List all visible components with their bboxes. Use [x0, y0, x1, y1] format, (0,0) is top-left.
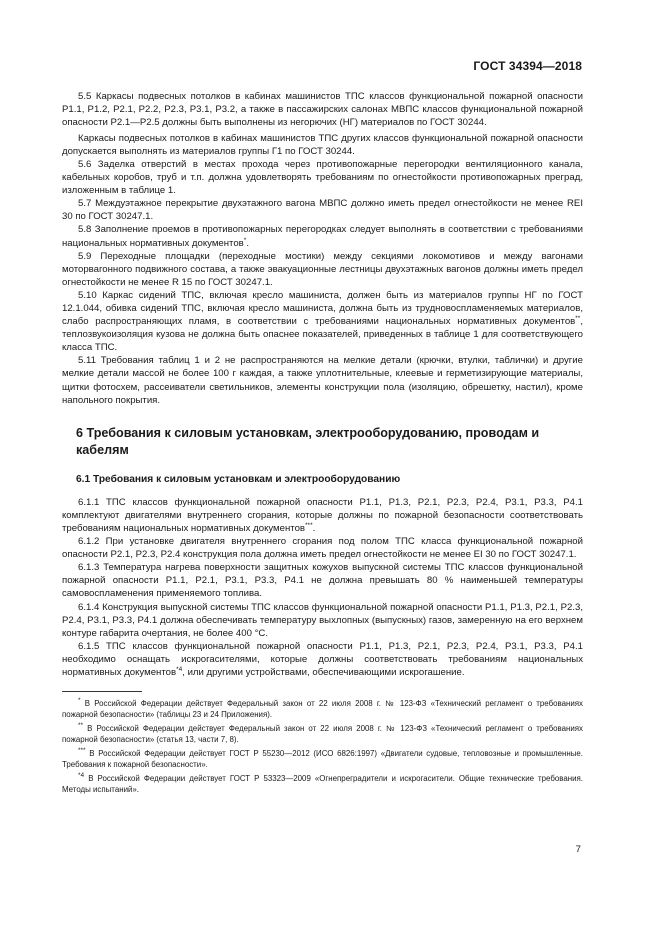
footnote-ref-4[interactable]: *4 [176, 665, 183, 673]
paragraph-5-8-end: . [246, 237, 249, 249]
footnote-3 [62, 748, 583, 770]
paragraph-6-1-5 [62, 640, 583, 679]
paragraph-5-5-continued: Каркасы подвесных потолков в кабинах машинистов ТПС других классов функциональной пожарной опасности допускается выполнять из материалов группы Г1 по ГОСТ 30244. [62, 132, 583, 157]
footnote-3-text: В Российской Федерации действует ГОСТ Р 55230—2012 (ИСО 6826:1997) «Двигатели судовые, тепловозные и промышленные. Требования к пожарной безопасности». [62, 749, 583, 770]
page-content [62, 90, 583, 798]
footnote-1 [62, 698, 583, 720]
paragraph-5-7: 5.7 Междуэтажное перекрытие двухэтажного вагона МВПС должно иметь предел огнестойкости не менее REI 30 по ГОСТ 30247.1. [62, 198, 583, 223]
paragraph-5-8-text: 5.8 Заполнение проемов в противопожарных перегородках следует выполнять в соответствии с требованиями национальных нормативных документов [62, 224, 583, 249]
paragraph-6-1-5-text-after: , или другими устройствами, обеспечивающими искрогашение. [182, 666, 465, 678]
paragraph-6-1-1-text: 6.1.1 ТПС классов функциональной пожарной опасности Р1.1, Р1.3, Р2.1, Р2.3, Р2.4, Р3.1, Р3.3, Р4.1 комплектуют двигателями внутреннего сгорания, которые должны по пожарной безопасности соответствовать требованиям национальных нормативных документов [62, 496, 583, 534]
paragraph-5-9: 5.9 Переходные площадки (переходные мостики) между секциями локомотивов и между вагонами моторвагонного подвижного состава, а также эвакуационные лестницы двухэтажных вагонов должны иметь предел огнестойкости не менее R 15 по ГОСТ 30247.1. [62, 250, 583, 288]
footnotes [62, 698, 583, 795]
footnote-4-text: В Российской Федерации действует ГОСТ Р 53323—2009 «Огнепреградители и искрогасители. Общие технические требования. Методы испытаний». [62, 774, 583, 795]
paragraph-6-1-2: 6.1.2 При установке двигателя внутреннего сгорания под полом ТПС класса функциональной пожарной опасности Р2.1, Р2.3, Р2.4 конструкция пола должна иметь предел огнестойкости не менее EI 30 по ГОСТ 30247.1. [62, 536, 583, 561]
paragraph-5-11: 5.11 Требования таблиц 1 и 2 не распространяются на мелкие детали (крючки, втулки, таблички) и другие мелкие детали массой не более 100 г каждая, а также уплотнительные, клеевые и герметизирующие материалы, щитки фотосхем, рассеиватели светильников, элементы конструкции пола (изоляцию, обрешетку, настил), кроме напольного покрытия. [62, 355, 583, 406]
paragraph-5-10 [62, 289, 583, 354]
paragraph-5-6: 5.6 Заделка отверстий в местах прохода через противопожарные перегородки вентиляционного канала, кабельных коробов, труб и т.п. должна удовлетворять требованиям по огнестойкости противопожарных преград, изложенным в таблице 1. [62, 158, 583, 197]
footnote-ref-3[interactable]: *** [305, 521, 313, 529]
footnote-1-mark: * [78, 697, 81, 705]
paragraph-5-8 [62, 223, 583, 249]
subsection-6-1-title: 6.1 Требования к силовым установкам и электрооборудованию [76, 473, 401, 485]
footnote-1-text: В Российской Федерации действует Федеральный закон от 22 июля 2008 г. № 123-ФЗ «Технический регламент о требованиях пожарной безопасности» (таблицы 23 и 24 Приложения). [62, 699, 583, 720]
footnote-ref-2[interactable]: ** [575, 315, 581, 323]
paragraph-5-10-text-after: , теплозвукоизоляция кузова не должна быть опаснее показателей, приведенных в таблице 1 для соответствующего класса ТПС. [62, 316, 583, 354]
page-number: 7 [575, 844, 581, 855]
footnote-2 [62, 723, 583, 745]
footnote-separator [62, 691, 142, 692]
footnote-ref-1[interactable]: * [243, 236, 247, 244]
footnote-2-mark: ** [78, 722, 84, 730]
standard-id-header: ГОСТ 34394—2018 [473, 59, 582, 73]
footnote-4-mark: *4 [78, 772, 85, 780]
paragraph-6-1-4: 6.1.4 Конструкция выпускной системы ТПС классов функциональной пожарной опасности Р1.1, Р1.3, Р2.1, Р2.3, Р2.4, Р3.1, Р3.3, Р4.1 должна обеспечивать температуру выхлопных (выпускных) газов, замеренную на его верхнем контуре габарита очертания, не более 400 °С. [62, 601, 583, 639]
paragraph-6-1-1-end: . [312, 522, 316, 534]
footnote-4 [62, 773, 583, 795]
paragraph-5-5: 5.5 Каркасы подвесных потолков в кабинах машинистов ТПС классов функциональной пожарной опасности Р1.1, Р1.2, Р2.1, Р2.2, Р2.3, Р3.1, Р3.2, а также в пассажирских салонах МВПС классов функциональной пожарной опасности Р2.1—Р2.5 должны быть выполнены из негорючих (НГ) материалов по ГОСТ 30244. [62, 91, 583, 129]
paragraph-5-10-text-before: 5.10 Каркас сидений ТПС, включая кресло машиниста, должен быть из материалов группы НГ по ГОСТ 12.1.044, обивка сидений ТПС, включая кресло машиниста, должна быть из трудновоспламеняемых материалов, слабо распространяющих пламя, в соответствии с требованиями национальных нормативных документов [62, 289, 583, 328]
section-6-title: 6 Требования к силовым установкам, электрооборудованию, проводам и кабелям [76, 425, 540, 457]
paragraph-6-1-5-text-before: 6.1.5 ТПС классов функциональной пожарной опасности Р1.1, Р1.3, Р2.1, Р2.3, Р2.4, Р3.1, Р3.3, Р4.1 необходимо оснащать искрогасителями, которые должны соответствовать требованиям национальных нормативных документов [62, 640, 583, 678]
footnote-2-text: В Российской Федерации действует Федеральный закон от 22 июля 2008 г. № 123-ФЗ «Технический регламент о требованиях пожарной безопасности» (статья 13, части 7, 8). [62, 724, 583, 745]
paragraph-6-1-3: 6.1.3 Температура нагрева поверхности защитных кожухов выпускной системы ТПС классов функциональной пожарной опасности Р1.1, Р2.1, Р3.1, Р3.3, Р4.1 не должна превышать 80 % наименьшей температуры самовоспламенения применяемого топлива. [62, 562, 583, 600]
paragraph-6-1-1 [62, 496, 583, 535]
footnote-3-mark: *** [78, 747, 86, 755]
